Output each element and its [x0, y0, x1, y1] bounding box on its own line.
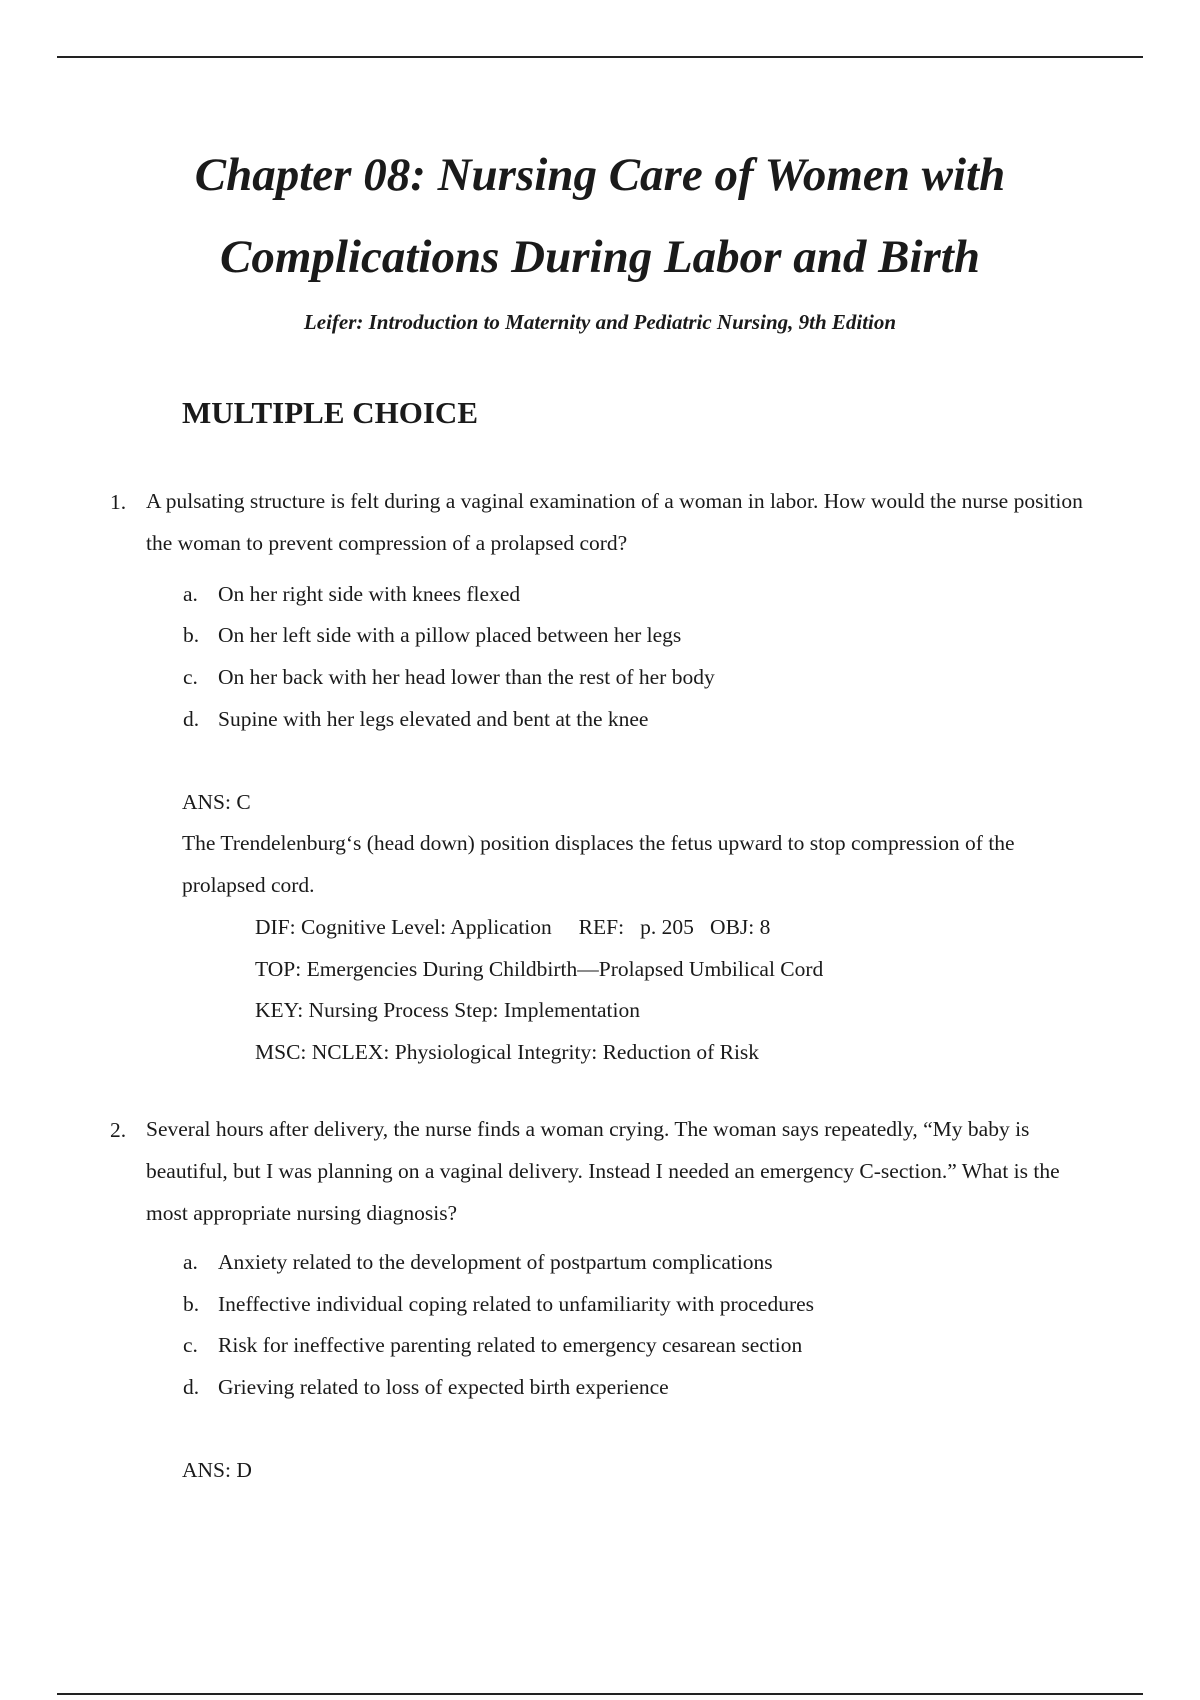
answer-key: ANS: C [182, 790, 251, 814]
question-number: 2. [110, 1118, 127, 1142]
option-letter: d. [183, 707, 200, 731]
option-letter: d. [183, 1375, 200, 1399]
option-text: On her left side with a pillow placed between her legs [218, 623, 682, 647]
option-text: Grieving related to loss of expected birth experience [218, 1375, 669, 1399]
answer-rationale: The Trendelenburg‘s (head down) position displaces the fetus upward to stop compression of the prolapsed cord. [182, 831, 1015, 897]
option-text: On her right side with knees flexed [218, 582, 521, 606]
option-text: Anxiety related to the development of postpartum complications [218, 1250, 773, 1274]
chapter-title [0, 134, 1200, 298]
question-text: Several hours after delivery, the nurse finds a woman crying. The woman says repeatedly, “My baby is beautiful, but I was planning on a vaginal delivery. Instead I needed an emergency C-section.” What is the most appropriate nursing diagnosis? [146, 1117, 1060, 1225]
option-text: Ineffective individual coping related to unfamiliarity with procedures [218, 1292, 815, 1316]
chapter-title-line-1: Chapter 08: Nursing Care of Women with [194, 149, 1006, 201]
option-letter: a. [183, 582, 198, 606]
option-letter: b. [183, 1292, 200, 1316]
meta-key: KEY: Nursing Process Step: Implementation [255, 998, 640, 1022]
option-letter: a. [183, 1250, 198, 1274]
option-text: Risk for ineffective parenting related to emergency cesarean section [218, 1333, 803, 1357]
option-text: On her back with her head lower than the rest of her body [218, 665, 715, 689]
meta-difficulty: DIF: Cognitive Level: Application REF: p. 205 OBJ: 8 [255, 915, 771, 939]
option-letter: c. [183, 1333, 198, 1357]
top-rule [57, 56, 1143, 58]
chapter-title-line-2: Complications During Labor and Birth [219, 231, 981, 283]
answer-key: ANS: D [182, 1458, 252, 1482]
meta-topic: TOP: Emergencies During Childbirth—Prolapsed Umbilical Cord [255, 957, 824, 981]
meta-msc: MSC: NCLEX: Physiological Integrity: Reduction of Risk [255, 1040, 760, 1064]
question-number: 1. [110, 490, 127, 514]
option-text: Supine with her legs elevated and bent at the knee [218, 707, 649, 731]
book-subtitle: Leifer: Introduction to Maternity and Pediatric Nursing, 9th Edition [303, 310, 897, 334]
option-letter: c. [183, 665, 198, 689]
option-letter: b. [183, 623, 200, 647]
bottom-rule [57, 1693, 1143, 1695]
question-text: A pulsating structure is felt during a vaginal examination of a woman in labor. How would the nurse position the woman to prevent compression of a prolapsed cord? [146, 489, 1083, 555]
section-heading: MULTIPLE CHOICE [182, 395, 478, 430]
